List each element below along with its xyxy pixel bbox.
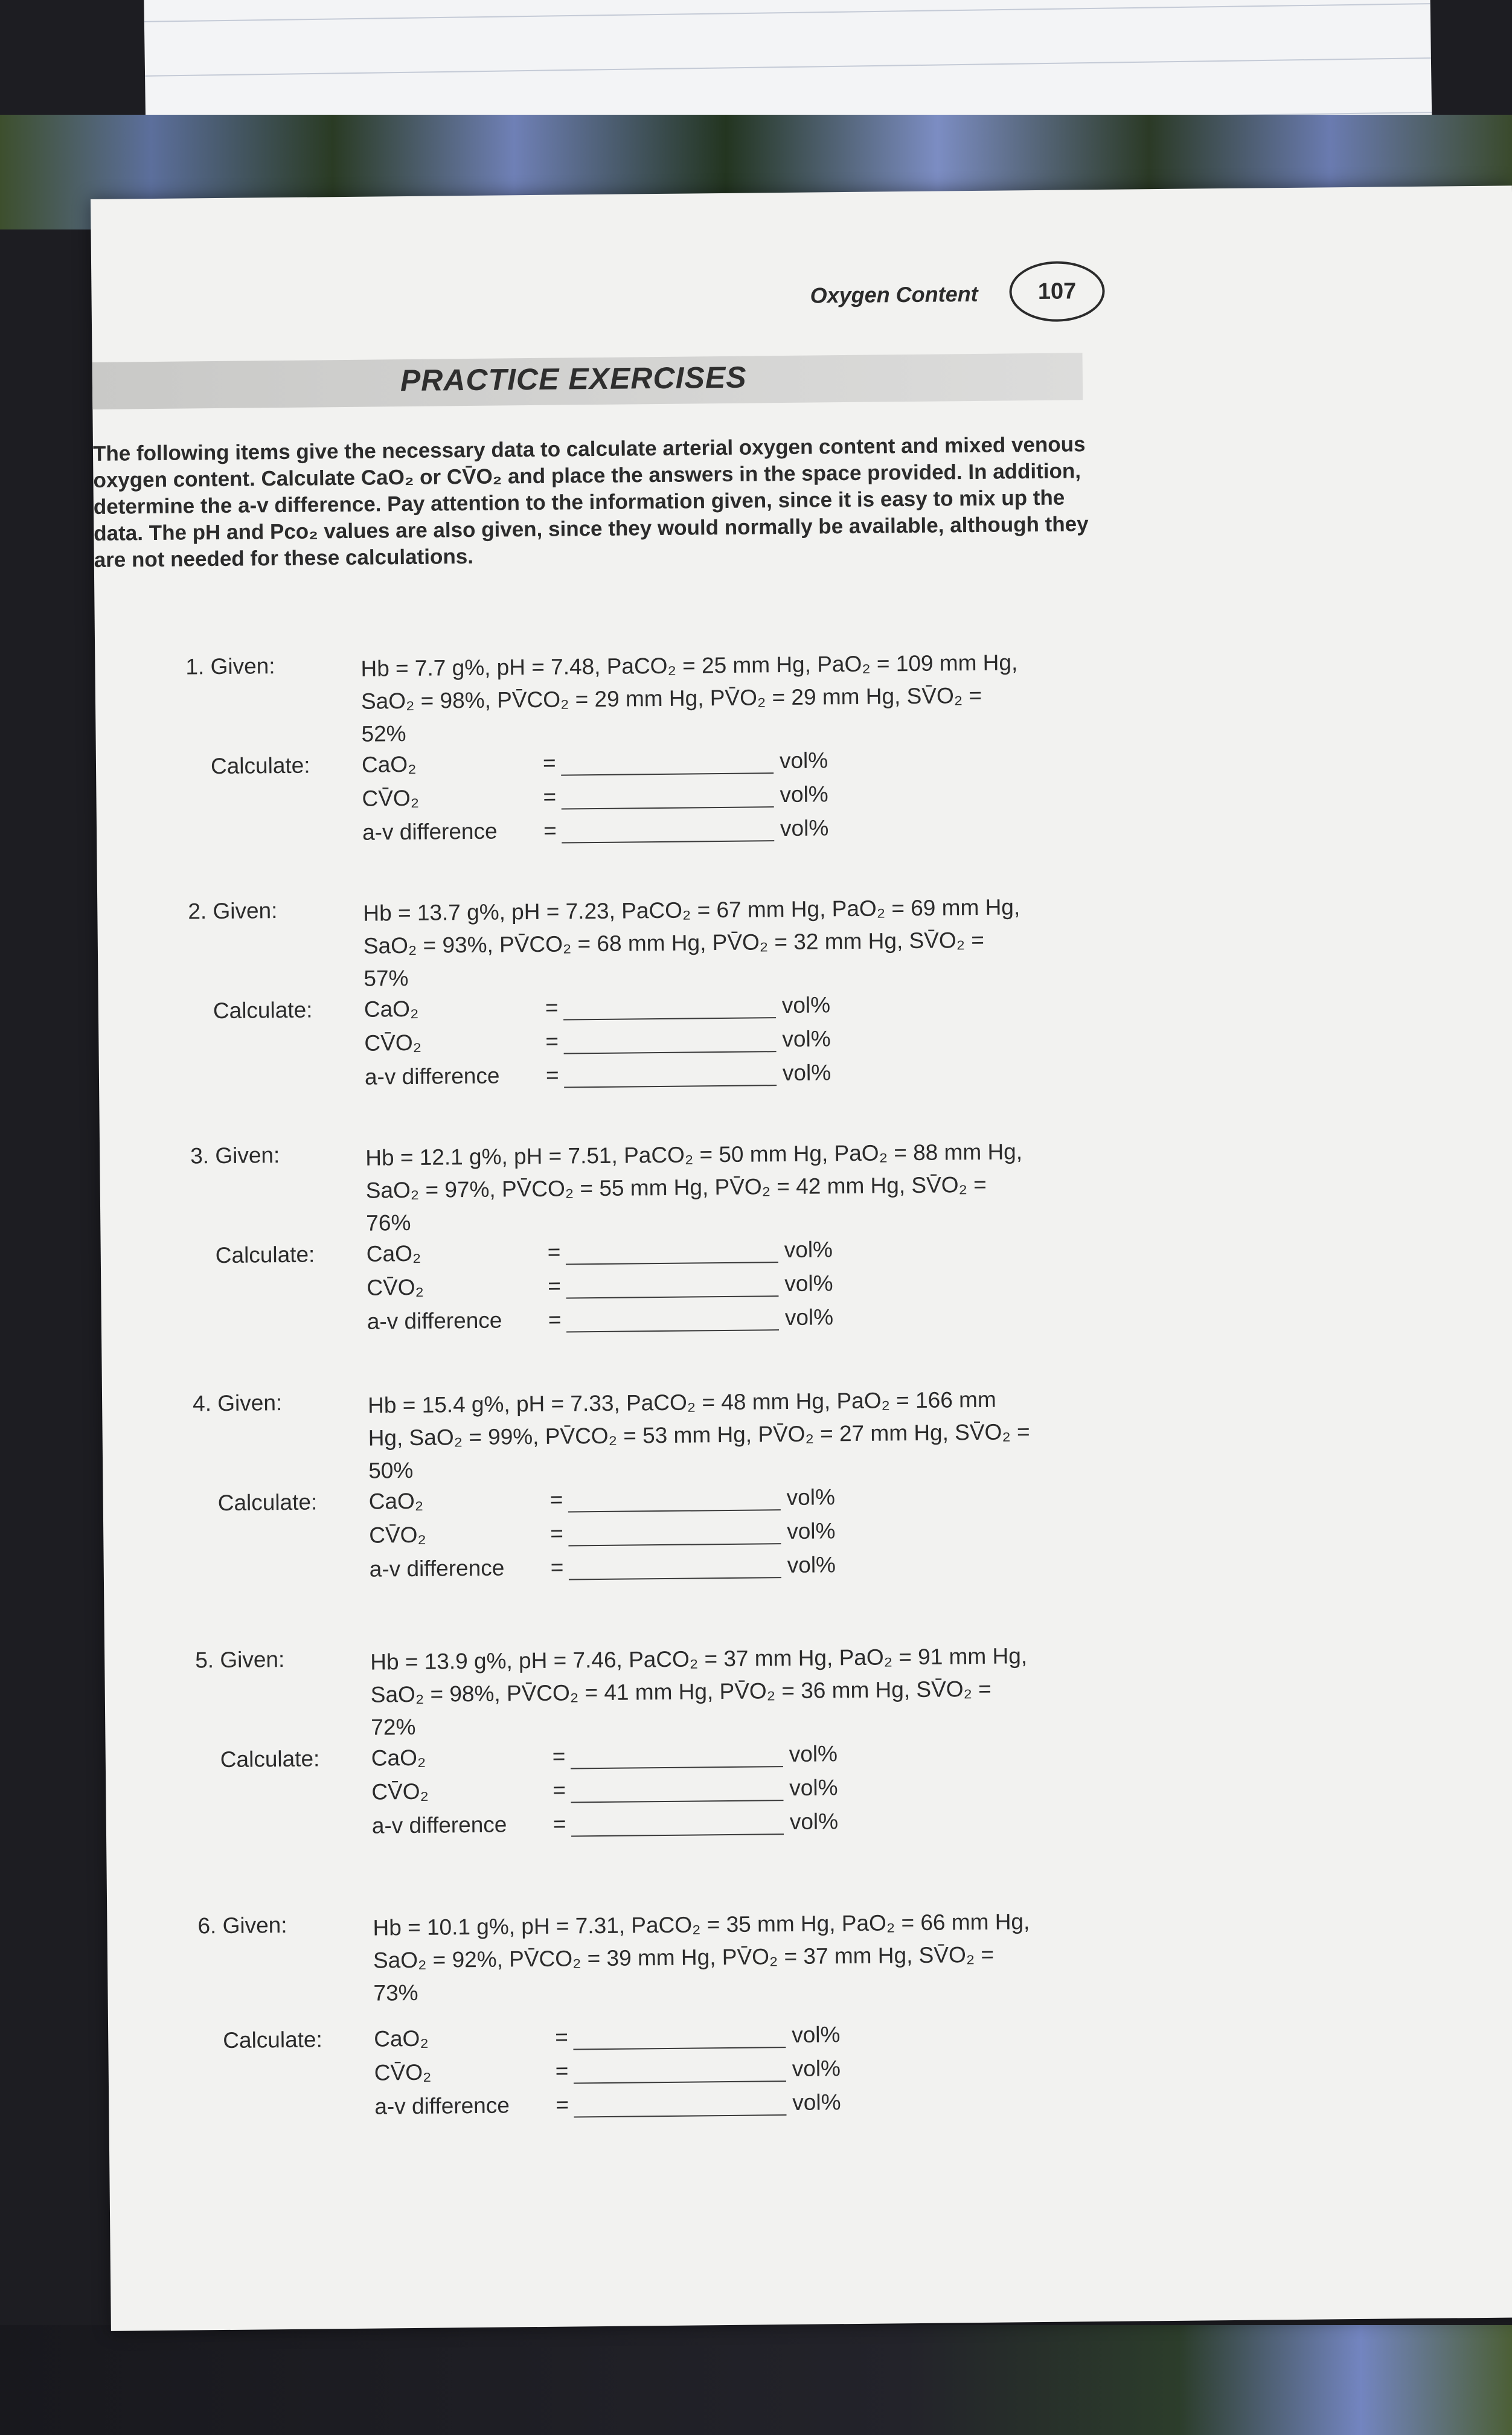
equals-sign: = (543, 784, 557, 809)
av-difference-label: a-v difference (364, 1063, 500, 1089)
unit-label: vol% (782, 1060, 831, 1086)
page-number-circled: 107 (1009, 261, 1105, 322)
calculate-label: Calculate: (223, 2027, 322, 2053)
exercise-6 (107, 1903, 1315, 2119)
intro-paragraph: The following items give the necessary data to calculate arterial oxygen content and mixed venous oxygen content. Calculate CaO₂ or CV̄O₂ and place the answers in the space provided. In addition, determine the a-v difference. Pay attention to the information given, since it is easy to mix up the data. The pH and Pco₂ values are also given, since they would normally be available, although they are not needed for these calculations. (92, 432, 1089, 572)
equals-sign: = (547, 1239, 561, 1265)
equals-sign: = (543, 818, 557, 843)
av-difference-row (372, 1808, 915, 1846)
equals-sign: = (550, 1554, 564, 1580)
calculate-label: Calculate: (210, 752, 310, 779)
given-data: Hb = 7.7 g%, pH = 7.48, PaCO₂ = 25 mm Hg, PaO₂ = 109 mm Hg, SaO₂ = 98%, PV̄CO₂ = 29 mm Hg, PV̄O₂ = 29 mm Hg, SV̄O₂ = 52% (360, 650, 1018, 746)
unit-label: vol% (786, 1484, 836, 1510)
cvo2-row (369, 1518, 912, 1556)
cao2-answer-blank[interactable] (566, 1262, 778, 1265)
cao2-answer-blank[interactable] (571, 1766, 783, 1769)
av-difference-answer-blank[interactable] (566, 1329, 779, 1332)
given-label: 5. Given: (195, 1647, 285, 1673)
cao2-label: CaO₂ (371, 1745, 426, 1771)
running-head: Oxygen Content (810, 281, 978, 308)
unit-label: vol% (780, 815, 829, 841)
equals-sign: = (553, 1777, 566, 1803)
equals-sign: = (550, 1521, 564, 1546)
cao2-row (374, 2021, 917, 2059)
cvo2-answer-blank[interactable] (574, 2080, 786, 2084)
cao2-row (364, 992, 908, 1030)
av-difference-label: a-v difference (362, 818, 498, 845)
given-label: 1. Given: (185, 653, 275, 679)
cvo2-row (364, 1025, 908, 1064)
cvo2-label: CV̄O₂ (371, 1779, 429, 1805)
equals-sign: = (542, 750, 556, 775)
cao2-label: CaO₂ (374, 2026, 429, 2052)
cao2-row (369, 1484, 912, 1522)
equals-sign: = (549, 1487, 563, 1512)
exercise-4 (102, 1381, 1310, 1582)
unit-label: vol% (787, 1518, 836, 1544)
given-label: 2. Given: (188, 898, 278, 924)
given-data: Hb = 10.1 g%, pH = 7.31, PaCO₂ = 35 mm Hg, PaO₂ = 66 mm Hg, SaO₂ = 92%, PV̄CO₂ = 39 mm Hg, PV̄O₂ = 37 mm Hg, SV̄O₂ = 73% (373, 1909, 1030, 2006)
unit-label: vol% (792, 2022, 841, 2047)
cao2-row (371, 1740, 915, 1779)
exercise-2 (97, 888, 1305, 1089)
av-difference-answer-blank[interactable] (564, 1085, 777, 1088)
cvo2-answer-blank[interactable] (564, 1051, 777, 1054)
av-difference-label: a-v difference (374, 2093, 510, 2119)
cao2-answer-blank[interactable] (573, 2047, 786, 2050)
cao2-label: CaO₂ (368, 1488, 424, 1514)
exercise-3 (100, 1133, 1307, 1334)
unit-label: vol% (779, 748, 828, 774)
av-difference-row (367, 1304, 911, 1342)
cvo2-row (371, 1774, 915, 1812)
av-difference-answer-blank[interactable] (571, 1833, 784, 1837)
unit-label: vol% (784, 1271, 833, 1297)
given-data: Hb = 13.9 g%, pH = 7.46, PaCO₂ = 37 mm Hg, PaO₂ = 91 mm Hg, SaO₂ = 98%, PV̄CO₂ = 41 mm Hg, PV̄O₂ = 36 mm Hg, SV̄O₂ = 72% (370, 1643, 1028, 1740)
cao2-label: CaO₂ (364, 996, 419, 1022)
cvo2-answer-blank[interactable] (566, 1295, 778, 1298)
given-label: 4. Given: (192, 1390, 283, 1416)
book-page (91, 185, 1512, 2331)
unit-label: vol% (780, 781, 828, 807)
cvo2-label: CV̄O₂ (374, 2059, 432, 2085)
av-difference-label: a-v difference (369, 1555, 505, 1582)
calculate-label: Calculate: (215, 1242, 315, 1268)
equals-sign: = (548, 1307, 562, 1332)
cao2-answer-blank[interactable] (561, 772, 774, 775)
cao2-label: CaO₂ (361, 751, 417, 777)
cvo2-row (374, 2055, 918, 2093)
calculate-label: Calculate: (220, 1746, 320, 1773)
cvo2-answer-blank[interactable] (568, 1543, 781, 1546)
unit-label: vol% (792, 2090, 841, 2115)
unit-label: vol% (784, 1237, 833, 1263)
ruled-line (145, 57, 1431, 77)
cvo2-label: CV̄O₂ (364, 1030, 422, 1056)
given-data: Hb = 15.4 g%, pH = 7.33, PaCO₂ = 48 mm Hg, PaO₂ = 166 mm Hg, SaO₂ = 99%, PV̄CO₂ = 53 mm Hg, PV̄O₂ = 27 mm Hg, SV̄O₂ = 50% (367, 1387, 1030, 1483)
equals-sign: = (556, 2092, 569, 2117)
cvo2-label: CV̄O₂ (367, 1274, 424, 1300)
cao2-row (367, 1236, 910, 1274)
unit-label: vol% (789, 1775, 838, 1801)
cvo2-row (362, 781, 905, 819)
equals-sign: = (553, 1811, 566, 1837)
ruled-line (144, 3, 1430, 22)
cvo2-label: CV̄O₂ (369, 1522, 426, 1548)
unit-label: vol% (789, 1741, 838, 1767)
equals-sign: = (545, 1062, 559, 1088)
section-title: PRACTICE EXERCISES (400, 360, 747, 398)
av-difference-label: a-v difference (371, 1812, 507, 1838)
unit-label: vol% (792, 2056, 841, 2081)
given-data: Hb = 12.1 g%, pH = 7.51, PaCO₂ = 50 mm Hg, PaO₂ = 88 mm Hg, SaO₂ = 97%, PV̄CO₂ = 55 mm Hg, PV̄O₂ = 42 mm Hg, SV̄O₂ = 76% (365, 1139, 1023, 1236)
equals-sign: = (545, 995, 559, 1020)
unit-label: vol% (789, 1809, 839, 1835)
cvo2-label: CV̄O₂ (362, 785, 420, 811)
av-difference-answer-blank[interactable] (569, 1577, 781, 1580)
av-difference-row (374, 2089, 918, 2127)
av-difference-row (370, 1551, 913, 1590)
cvo2-answer-blank[interactable] (571, 1800, 784, 1803)
av-difference-row (362, 815, 906, 853)
cao2-answer-blank[interactable] (568, 1509, 781, 1512)
given-label: 6. Given: (197, 1913, 287, 1939)
given-label: 3. Given: (190, 1143, 280, 1169)
cao2-label: CaO₂ (366, 1240, 421, 1266)
unit-label: vol% (782, 1026, 831, 1052)
equals-sign: = (548, 1273, 562, 1298)
exercise-1 (95, 644, 1302, 845)
unit-label: vol% (784, 1304, 834, 1330)
cao2-row (362, 747, 905, 785)
av-difference-row (365, 1059, 908, 1097)
floral-fabric-background-bottom (0, 2325, 1512, 2435)
av-difference-label: a-v difference (367, 1307, 502, 1334)
equals-sign: = (545, 1028, 559, 1054)
cvo2-answer-blank[interactable] (562, 806, 774, 809)
unit-label: vol% (781, 992, 831, 1018)
av-difference-answer-blank[interactable] (574, 2114, 787, 2117)
calculate-label: Calculate: (217, 1489, 318, 1516)
equals-sign: = (552, 1744, 566, 1769)
equals-sign: = (555, 2024, 569, 2050)
av-difference-answer-blank[interactable] (562, 840, 774, 843)
equals-sign: = (555, 2058, 569, 2084)
calculate-label: Calculate: (213, 997, 313, 1024)
cvo2-row (367, 1270, 910, 1308)
exercise-5 (104, 1637, 1312, 1838)
cao2-answer-blank[interactable] (563, 1017, 776, 1020)
given-data: Hb = 13.7 g%, pH = 7.23, PaCO₂ = 67 mm Hg, PaO₂ = 69 mm Hg, SaO₂ = 93%, PV̄CO₂ = 68 mm Hg, PV̄O₂ = 32 mm Hg, SV̄O₂ = 57% (363, 894, 1020, 991)
unit-label: vol% (787, 1552, 836, 1578)
